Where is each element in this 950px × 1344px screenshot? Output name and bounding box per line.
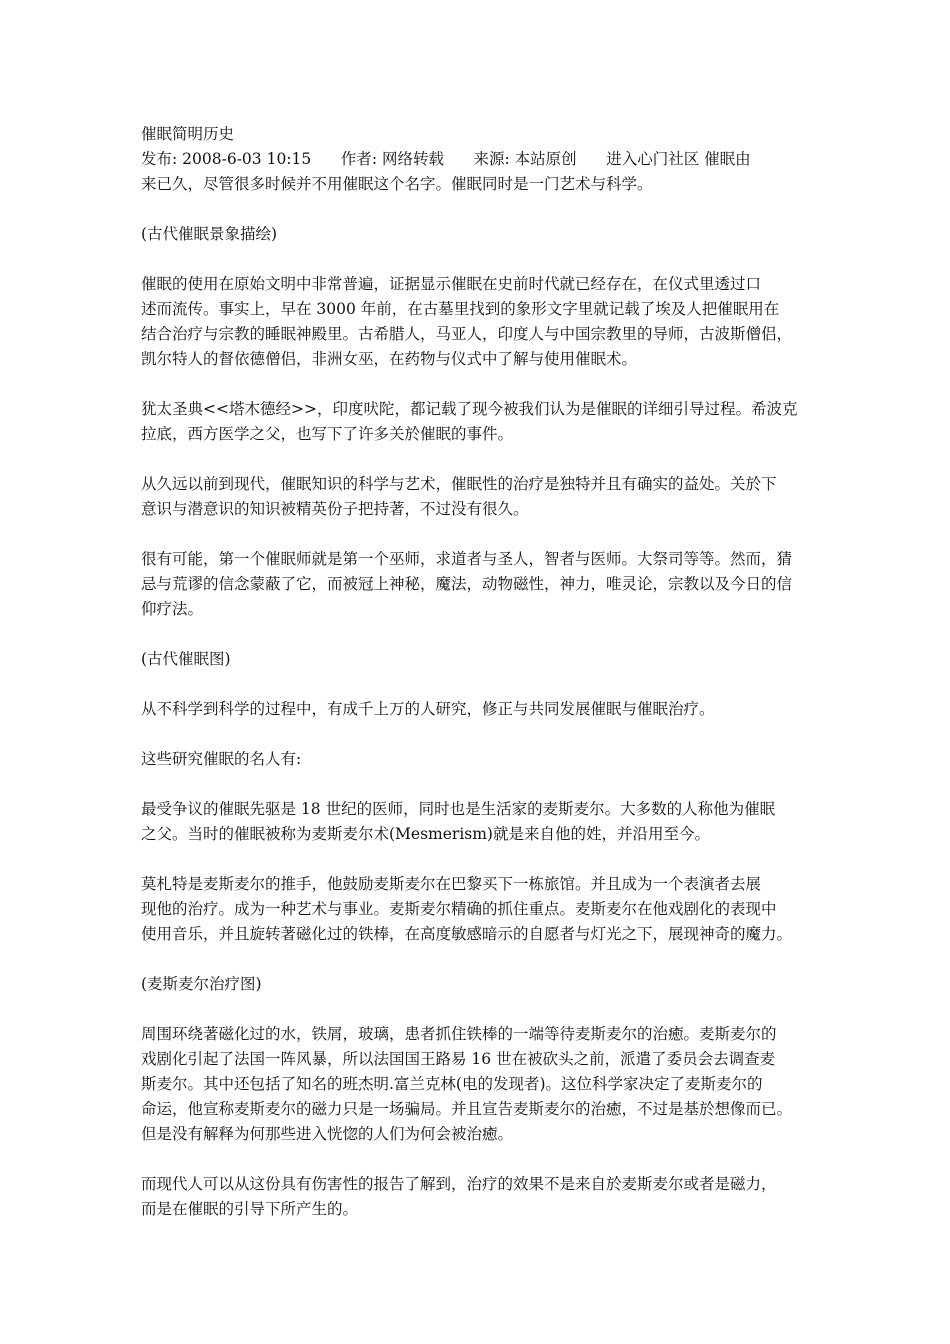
paragraph-list xyxy=(141,222,821,1222)
paragraph-line: 而现代人可以从这份具有伤害性的报告了解到，治疗的效果不是来自於麦斯麦尔或者是磁力， xyxy=(141,1175,777,1193)
paragraph-line: 但是没有解释为何那些进入恍惚的人们为何会被治癒。 xyxy=(141,1125,514,1143)
paragraph-line: 忌与荒谬的信念蒙蔽了它，而被冠上神秘，魔法，动物磁性，神力，唯灵论，宗教以及今日的信 xyxy=(141,575,793,593)
document-title: 催眠简明历史 xyxy=(141,125,235,143)
intro-line: 来已久，尽管很多时候并不用催眠这个名字。催眠同时是一门艺术与科学。 xyxy=(141,175,653,193)
paragraph-line: (古代催眠图) xyxy=(141,650,231,668)
paragraph-line: 意识与潜意识的知识被精英份子把持著，不过没有很久。 xyxy=(141,500,529,518)
paragraph-line: 从不科学到科学的过程中，有成千上万的人研究，修正与共同发展催眠与催眠治疗。 xyxy=(141,700,715,718)
paragraph-line: 而是在催眠的引导下所产生的。 xyxy=(141,1200,359,1218)
paragraph xyxy=(141,647,821,672)
paragraph-line: 催眠的使用在原始文明中非常普遍，证据显示催眠在史前时代就已经存在，在仪式里透过口 xyxy=(141,275,762,293)
paragraph xyxy=(141,272,821,372)
paragraph xyxy=(141,397,821,447)
paragraph-line: 凯尔特人的督依德僧侣，非洲女巫，在药物与仪式中了解与使用催眠术。 xyxy=(141,350,638,368)
paragraph-line: 犹太圣典<<塔木德经>>，印度吠陀，都记载了现今被我们认为是催眠的详细引导过程。希波克 xyxy=(141,400,798,418)
paragraph xyxy=(141,697,821,722)
paragraph xyxy=(141,1022,821,1147)
paragraph xyxy=(141,747,821,772)
paragraph-line: (古代催眠景象描绘) xyxy=(141,225,278,243)
document-body xyxy=(141,122,821,1222)
paragraph-line: 现他的治疗。成为一种艺术与事业。麦斯麦尔精确的抓住重点。麦斯麦尔在他戏剧化的表现中 xyxy=(141,900,777,918)
paragraph xyxy=(141,472,821,522)
paragraph-line: 述而流传。事实上，早在 3000 年前，在古墓里找到的象形文字里就记载了埃及人把催眠用在 xyxy=(141,300,780,318)
meta-line: 发布: 2008-6-03 10:15 作者: 网络转载 来源: 本站原创 进入心门社区 催眠由 xyxy=(141,150,751,168)
paragraph xyxy=(141,547,821,622)
paragraph-line: 很有可能，第一个催眠师就是第一个巫师，求道者与圣人，智者与医师。大祭司等等。然而，猜 xyxy=(141,550,793,568)
paragraph-line: 最受争议的催眠先驱是 18 世纪的医师，同时也是生活家的麦斯麦尔。大多数的人称他为催眠 xyxy=(141,800,776,818)
paragraph-line: 这些研究催眠的名人有: xyxy=(141,750,302,768)
paragraph-line: 莫札特是麦斯麦尔的推手，他鼓励麦斯麦尔在巴黎买下一栋旅馆。并且成为一个表演者去展 xyxy=(141,875,762,893)
paragraph-line: (麦斯麦尔治疗图) xyxy=(141,975,262,993)
paragraph-line: 命运，他宣称麦斯麦尔的磁力只是一场骗局。并且宣告麦斯麦尔的治癒，不过是基於想像而已。 xyxy=(141,1100,793,1118)
document-header xyxy=(141,122,821,197)
paragraph-line: 周围环绕著磁化过的水，铁屑，玻璃，患者抓住铁棒的一端等待麦斯麦尔的治癒。麦斯麦尔的 xyxy=(141,1025,777,1043)
paragraph-line: 拉底，西方医学之父，也写下了许多关於催眠的事件。 xyxy=(141,425,514,443)
paragraph-line: 戏剧化引起了法国一阵风暴，所以法国国王路易 16 世在被砍头之前，派遣了委员会去调查麦 xyxy=(141,1050,776,1068)
paragraph-line: 从久远以前到现代，催眠知识的科学与艺术，催眠性的治疗是独特并且有确实的益处。关於下 xyxy=(141,475,777,493)
paragraph xyxy=(141,797,821,847)
paragraph-line: 仰疗法。 xyxy=(141,600,204,618)
paragraph-line: 结合治疗与宗教的睡眠神殿里。古希腊人，马亚人，印度人与中国宗教里的导师，古波斯僧侣， xyxy=(141,325,793,343)
paragraph-line: 使用音乐，并且旋转著磁化过的铁棒，在高度敏感暗示的自愿者与灯光之下，展现神奇的魔力。 xyxy=(141,925,793,943)
paragraph xyxy=(141,1172,821,1222)
paragraph-line: 斯麦尔。其中还包括了知名的班杰明.富兰克林(电的发现者)。这位科学家决定了麦斯麦尔的 xyxy=(141,1075,763,1093)
paragraph xyxy=(141,872,821,947)
paragraph xyxy=(141,972,821,997)
paragraph xyxy=(141,222,821,247)
paragraph-line: 之父。当时的催眠被称为麦斯麦尔术(Mesmerism)就是来自他的姓，并沿用至今。 xyxy=(141,825,710,843)
